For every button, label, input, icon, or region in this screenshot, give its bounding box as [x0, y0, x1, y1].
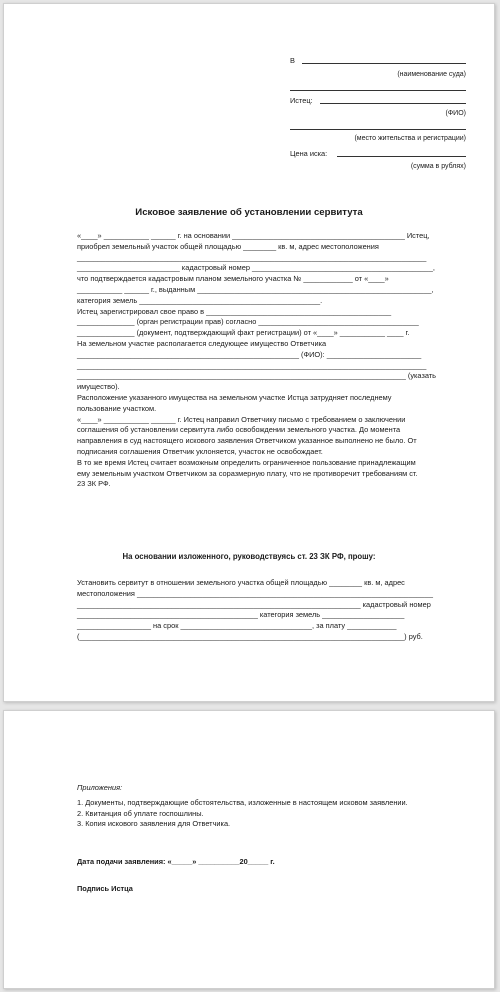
statement-line: 23 ЗК РФ. [77, 479, 111, 489]
signature-block [77, 884, 463, 895]
statement-line: ___________ ______ г., выданным _________________________________________________________, [77, 284, 434, 294]
attachment-item: 1. Документы, подтверждающие обстоятельства, изложенные в настоящем исковом заявлении. [77, 797, 408, 807]
statement-line: ______________ (орган регистрации прав) согласно _______________________________________ [77, 317, 419, 327]
statement-line: имущество). [77, 382, 120, 392]
statement-line: ему земельным участком Ответчиком за соразмерную плату, что не противоречит требованиям ст. [77, 468, 418, 478]
request-line: _____________________________________________________________________ кадастровый номер [77, 599, 431, 609]
document-title: Исковое заявление об установлении сервитута [135, 207, 363, 218]
request-line: ____________________________________________ категория земель ____________________ [77, 610, 405, 620]
filing-date: Дата подачи заявления: «_____» __________20_____ г. [77, 857, 275, 866]
statement-line: ______________________________________________________ (ФИО): _______________________ [77, 349, 422, 359]
statement-line: соглашения об установлении сервитута либо освобождении земельного участка. До момента [77, 425, 401, 435]
price-label: Цена иска: [290, 149, 328, 158]
signature-label: Подпись Истца [77, 884, 133, 893]
filing-date-block [77, 857, 463, 868]
attachments-block [77, 783, 463, 830]
request-line: местоположения ________________________________________________________________________ [77, 588, 433, 598]
statement-line: «____» ___________ ______ г. на основании __________________________________________ Истец, [77, 231, 430, 240]
address-caption: (место жительства и регистрации) [354, 135, 466, 142]
attachments-heading: Приложения: [77, 783, 123, 792]
price-caption: (сумма в рублях) [410, 163, 466, 170]
attachment-item: 2. Квитанция об уплате госпошлины. [77, 808, 204, 818]
statement-line: В то же время Истец считает возможным определить ограниченное пользование принадлежащим [77, 457, 416, 467]
court-row[interactable] [290, 56, 466, 65]
request-body [77, 578, 463, 643]
statement-line: ________________________________________________________________________________ (указать [77, 371, 437, 381]
address-line[interactable] [290, 122, 466, 131]
basis-heading: На основании изложенного, руководствуясь ст. 23 ЗК РФ, прошу: [122, 552, 376, 561]
blank-line[interactable] [290, 83, 466, 92]
statement-line: «____» ___________ ______ г. Истец направил Ответчику письмо с требованием о заключении [77, 414, 406, 424]
statement-line: _____________________________________________________________________________________ [77, 360, 427, 370]
statement-line: приобрел земельный участок общей площадью ________ кв. м, адрес местоположения [77, 241, 379, 251]
plaintiff-label: Истец: [290, 96, 313, 105]
request-line: __________________ на срок ________________________________, за плату ____________ [77, 621, 397, 631]
statement-line: На земельном участке располагается следующее имущество Ответчика [77, 338, 327, 348]
price-row[interactable] [290, 149, 466, 158]
statement-line: пользование участком. [77, 403, 157, 413]
statement-line: Расположение указанного имущества на земельном участке Истца затрудняет последнему [77, 392, 392, 402]
document-page-2 [3, 710, 495, 989]
statement-line: что подтверждается кадастровым планом земельного участка № ____________ от «____» [77, 274, 389, 284]
statement-line: Истец зарегистрировал свое право в _____________________________________________ [77, 306, 392, 316]
court-caption: (наименование суда) [397, 71, 466, 78]
request-line: (_______________________________________________________________________________) руб. [77, 631, 423, 641]
statement-line: направления в суд настоящего искового заявления Ответчиком указанное выполнено не было. От [77, 436, 417, 446]
statement-line: категория земель ____________________________________________. [77, 295, 323, 305]
statement-body [77, 231, 463, 490]
plaintiff-caption: (ФИО) [445, 110, 466, 117]
statement-line: подписания соглашения Ответчик уклоняется, участок не освобождает. [77, 446, 323, 456]
document-page-1 [3, 3, 495, 702]
statement-line: _________________________ кадастровый номер ____________________________________________, [77, 263, 435, 273]
plaintiff-row[interactable] [290, 96, 466, 105]
attachment-item: 3. Копия искового заявления для Ответчика. [77, 819, 231, 829]
request-line: Установить сервитут в отношении земельного участка общей площадью ________ кв. м, адрес [77, 578, 405, 587]
statement-line: _____________________________________________________________________________________ [77, 252, 427, 262]
statement-line: ______________ (документ, подтверждающий факт регистрации) от «____» ___________ ____ г. [77, 328, 410, 338]
court-prefix: В [290, 56, 295, 65]
